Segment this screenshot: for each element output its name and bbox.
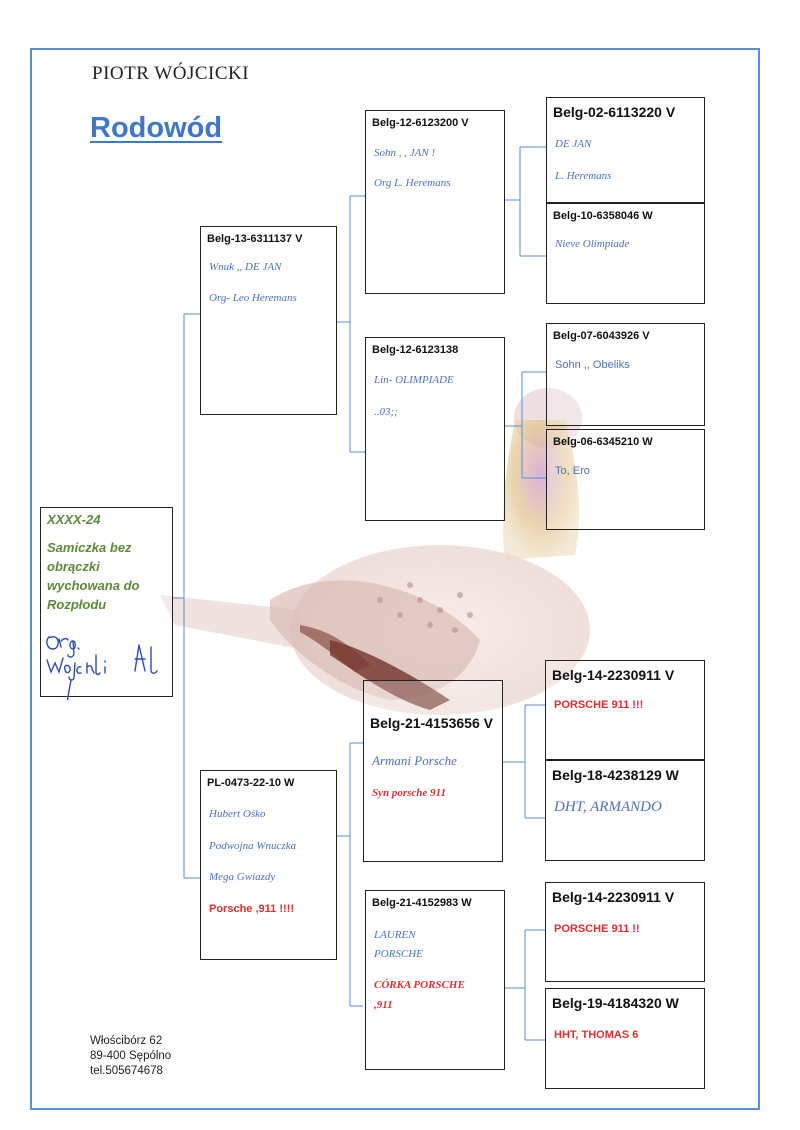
dam-line-1: Hubert Ośko [209, 808, 266, 820]
sire-line-2: Org- Leo Heremans [209, 292, 297, 304]
sire-dam-ring-number: Belg-12-6123138 [372, 344, 459, 356]
connector-ds [503, 705, 545, 818]
gg3-line-1: Sohn ,, Obeliks [555, 359, 630, 371]
dam-sire-box [363, 680, 503, 862]
gg1-ring-number: Belg-02-6113220 V [553, 104, 676, 120]
connector-dd [505, 930, 545, 1040]
connector-ss [505, 147, 546, 256]
gg2-line-1: Nieve Olimpiade [555, 238, 630, 250]
dam-sire-ring-number: Belg-21-4153656 V [370, 715, 493, 731]
gg5-box [545, 660, 705, 760]
gg4-ring-number: Belg-06-6345210 W [553, 436, 653, 448]
dam-dam-line-1: LAUREN [374, 929, 416, 941]
gg4-box [546, 429, 705, 530]
owner-name: PIOTR WÓJCICKI [92, 63, 250, 84]
handwritten-signature [41, 625, 181, 700]
dam-sire-line-2: Syn porsche 911 [372, 787, 446, 799]
gg3-ring-number: Belg-07-6043926 V [553, 330, 650, 342]
sire-sire-ring-number: Belg-12-6123200 V [372, 117, 469, 129]
gg8-line-1: HHT, THOMAS 6 [554, 1029, 639, 1041]
sire-dam-line-1: Lin- OLIMPIADE [374, 374, 454, 386]
gg2-ring-number: Belg-10-6358046 W [553, 210, 653, 222]
connector-subject [173, 314, 200, 878]
dam-dam-line-2: PORSCHE [374, 948, 423, 960]
sire-dam-line-2: ..03;; [374, 406, 398, 418]
dam-box [200, 770, 337, 960]
dam-dam-box [365, 890, 505, 1070]
subject-box [40, 507, 173, 697]
dam-sire-line-1: Armani Porsche [372, 753, 457, 768]
gg8-ring-number: Belg-19-4184320 W [552, 995, 679, 1011]
gg6-ring-number: Belg-18-4238129 W [552, 767, 679, 783]
sire-box [200, 226, 337, 415]
gg1-line-1: DE JAN [555, 138, 592, 150]
dam-dam-line-4: ,911 [374, 999, 393, 1011]
sire-sire-line-2: Org L. Heremans [374, 177, 451, 189]
dam-line-2: Podwojna Wnuczka [209, 840, 297, 852]
gg6-box [545, 760, 705, 861]
gg6-line-1: DHT, ARMANDO [554, 799, 662, 815]
gg4-line-1: To, Ero [555, 465, 590, 477]
gg1-box [546, 97, 705, 203]
connector-sire [337, 196, 365, 452]
gg5-line-1: PORSCHE 911 !!! [554, 699, 644, 711]
connector-sd [505, 372, 546, 478]
sire-sire-box [365, 110, 505, 294]
gg7-box [545, 882, 705, 982]
sire-sire-line-1: Sohn , , JAN ! [374, 147, 436, 159]
sire-ring-number: Belg-13-6311137 V [207, 233, 303, 245]
dam-ring-number: PL-0473-22-10 W [207, 777, 295, 789]
sire-dam-box [365, 337, 505, 521]
sire-line-1: Wnuk ,, DE JAN [209, 261, 282, 273]
document-title: Rodowód [90, 112, 223, 144]
gg2-box [546, 203, 705, 304]
dam-dam-line-3: CÓRKA PORSCHE [374, 979, 465, 991]
gg3-box [546, 323, 705, 426]
gg7-ring-number: Belg-14-2230911 V [552, 889, 675, 905]
gg8-box [545, 988, 705, 1089]
gg5-ring-number: Belg-14-2230911 V [552, 667, 675, 683]
gg1-line-2: L. Heremans [555, 170, 612, 182]
gg7-line-1: PORSCHE 911 !! [554, 923, 640, 935]
subject-description: Samiczka bez obrączki wychowana do Rozpłodu [47, 540, 140, 612]
connector-dam [337, 743, 363, 1006]
owner-address: Włościbórz 62 89-400 Sępólno tel.505674678 [90, 1035, 172, 1077]
dam-dam-ring-number: Belg-21-4152983 W [372, 897, 472, 909]
subject-ring-number: XXXX-24 [47, 512, 101, 527]
dam-line-3: Mega Gwiazdy [209, 871, 276, 883]
dam-line-4: Porsche ,911 !!!! [209, 903, 294, 915]
